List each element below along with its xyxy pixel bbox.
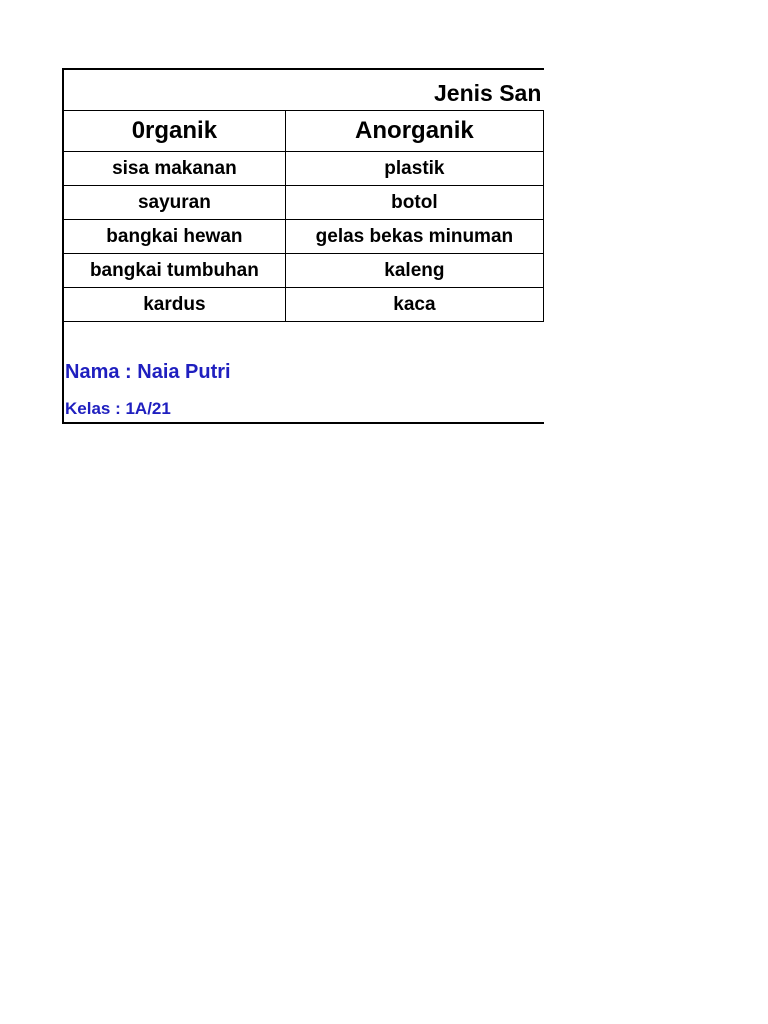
cell-organik: sisa makanan — [64, 152, 285, 186]
cell-anorganik: botol — [285, 186, 543, 220]
table-row — [64, 186, 544, 220]
table-row — [64, 220, 544, 254]
cell-organik: sayuran — [64, 186, 285, 220]
cell-organik: bangkai tumbuhan — [64, 254, 285, 288]
waste-type-table — [64, 110, 544, 322]
cell-anorganik: gelas bekas minuman — [285, 220, 543, 254]
table-row — [64, 288, 544, 322]
cell-anorganik: kaca — [285, 288, 543, 322]
table-header-row — [64, 111, 544, 152]
student-class: Kelas : 1A/21 — [65, 399, 171, 418]
worksheet-area — [62, 68, 544, 424]
cell-organik: kardus — [64, 288, 285, 322]
table-title: Jenis San — [434, 80, 542, 106]
student-name: Nama : Naia Putri — [65, 361, 231, 383]
header-anorganik: Anorganik — [285, 111, 543, 152]
table-row — [64, 254, 544, 288]
cell-anorganik: plastik — [285, 152, 543, 186]
cell-organik: bangkai hewan — [64, 220, 285, 254]
header-organik: 0rganik — [64, 111, 285, 152]
table-row — [64, 152, 544, 186]
cell-anorganik: kaleng — [285, 254, 543, 288]
